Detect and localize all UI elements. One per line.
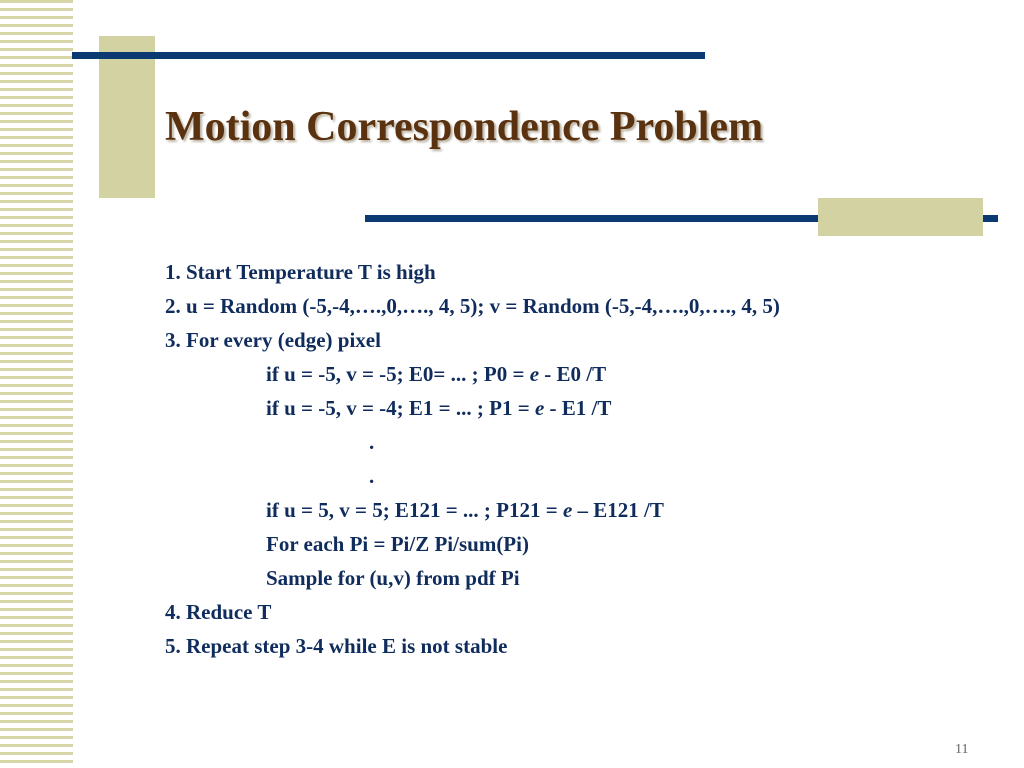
decorative-stripes	[0, 0, 73, 768]
body-line-ellipsis-2: .	[369, 464, 375, 488]
slide-title: Motion Correspondence Problem	[165, 104, 764, 150]
case-e121-tail: – E121 /T	[572, 498, 664, 522]
case-e1-text: if u = -5, v = -4; E1 = ... ; P1 =	[266, 396, 535, 420]
body-line-ellipsis-1: .	[369, 430, 375, 454]
body-line-step-5: 5. Repeat step 3-4 while E is not stable	[165, 634, 508, 658]
body-line-step-1: 1. Start Temperature T is high	[165, 260, 436, 284]
body-line-normalize: For each Pi = Pi/Z Pi/sum(Pi)	[266, 532, 529, 556]
body-line-step-3: 3. For every (edge) pixel	[165, 328, 381, 352]
body-line-step-2: 2. u = Random (-5,-4,….,0,…., 4, 5); v = Random (-5,-4,….,0,…., 4, 5)	[165, 294, 780, 318]
body-line-case-e1	[165, 391, 780, 425]
body-line-step-4: 4. Reduce T	[165, 600, 272, 624]
decorative-block-right	[818, 198, 983, 236]
case-e0-tail: - E0 /T	[539, 362, 607, 386]
case-e0-text: if u = -5, v = -5; E0= ... ; P0 =	[266, 362, 530, 386]
slide-body	[165, 255, 780, 663]
body-line-case-e121	[165, 493, 780, 527]
body-line-case-e0	[165, 357, 780, 391]
case-e0-exp: e	[529, 362, 540, 386]
decorative-bar-top	[72, 52, 705, 59]
case-e121-text: if u = 5, v = 5; E121 = ... ; P121 =	[266, 498, 563, 522]
case-e121-exp: e	[562, 498, 573, 522]
case-e1-exp: e	[534, 396, 545, 420]
page-number: 11	[955, 742, 969, 757]
body-line-sample: Sample for (u,v) from pdf Pi	[266, 566, 520, 590]
case-e1-tail: - E1 /T	[544, 396, 612, 420]
decorative-block-left	[99, 36, 155, 198]
